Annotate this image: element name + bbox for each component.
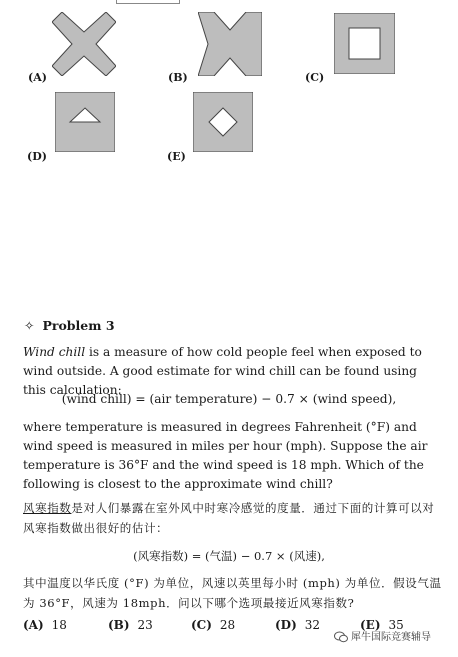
square-with-triangle-hole: [55, 92, 115, 152]
square-with-diamond-hole: [193, 92, 253, 152]
top-partial-border: [116, 0, 180, 4]
option-label-e: (E): [167, 150, 186, 163]
square-frame-shape: [334, 13, 395, 74]
option-label-a: (A): [28, 71, 47, 84]
option-label-b: (B): [168, 71, 188, 84]
zh-term: 风寒指数: [23, 501, 72, 515]
wechat-icon: [334, 631, 348, 643]
bowtie-shape: [198, 12, 262, 76]
answer-c[interactable]: (C) 28: [191, 618, 236, 632]
problem-heading: [24, 318, 115, 333]
watermark: [334, 628, 431, 643]
problem-body: where temperature is measured in degrees Fahrenheit (°F) and wind speed is measured in miles per hour (mph). Suppose the air temperature is 36°F and the wind speed is 18 mph. Which of the following is closest to the approximate wind chill?: [23, 420, 428, 491]
zh-intro: [23, 498, 443, 538]
intro-text: is a measure of how cold people feel when exposed to wind outside. A good estimate for wind chill can be found using this calculation:: [23, 345, 422, 397]
watermark-text: 犀牛国际竞赛辅导: [351, 632, 431, 643]
answer-d[interactable]: (D) 32: [275, 618, 321, 632]
wind-chill-term: Wind chill: [23, 345, 86, 359]
answer-b[interactable]: (B) 23: [108, 618, 153, 632]
zh-formula: (风寒指数) = (气温) − 0.7 × (风速),: [133, 549, 325, 563]
x-cross-shape: [52, 12, 116, 76]
formula: (wind chill) = (air temperature) − 0.7 × (wind speed),: [61, 392, 397, 406]
option-label-c: (C): [305, 71, 325, 84]
answer-e[interactable]: (E) 35: [360, 618, 404, 632]
answer-a[interactable]: (A) 18: [23, 618, 67, 632]
zh-body: 其中温度以华氏度 (°F) 为单位，风速以英里每小时 (mph) 为单位．假设气温为 36°F，风速为 18mph．问以下哪个选项最接近风寒指数?: [23, 576, 442, 610]
diamond-bullet-icon: ✧: [24, 318, 35, 333]
option-label-d: (D): [27, 150, 47, 163]
problem-title: Problem 3: [42, 318, 115, 333]
zh-intro-text: 是对人们暴露在室外风中时寒冷感觉的度量．通过下面的计算可以对风寒指数做出很好的估计：: [23, 501, 435, 535]
